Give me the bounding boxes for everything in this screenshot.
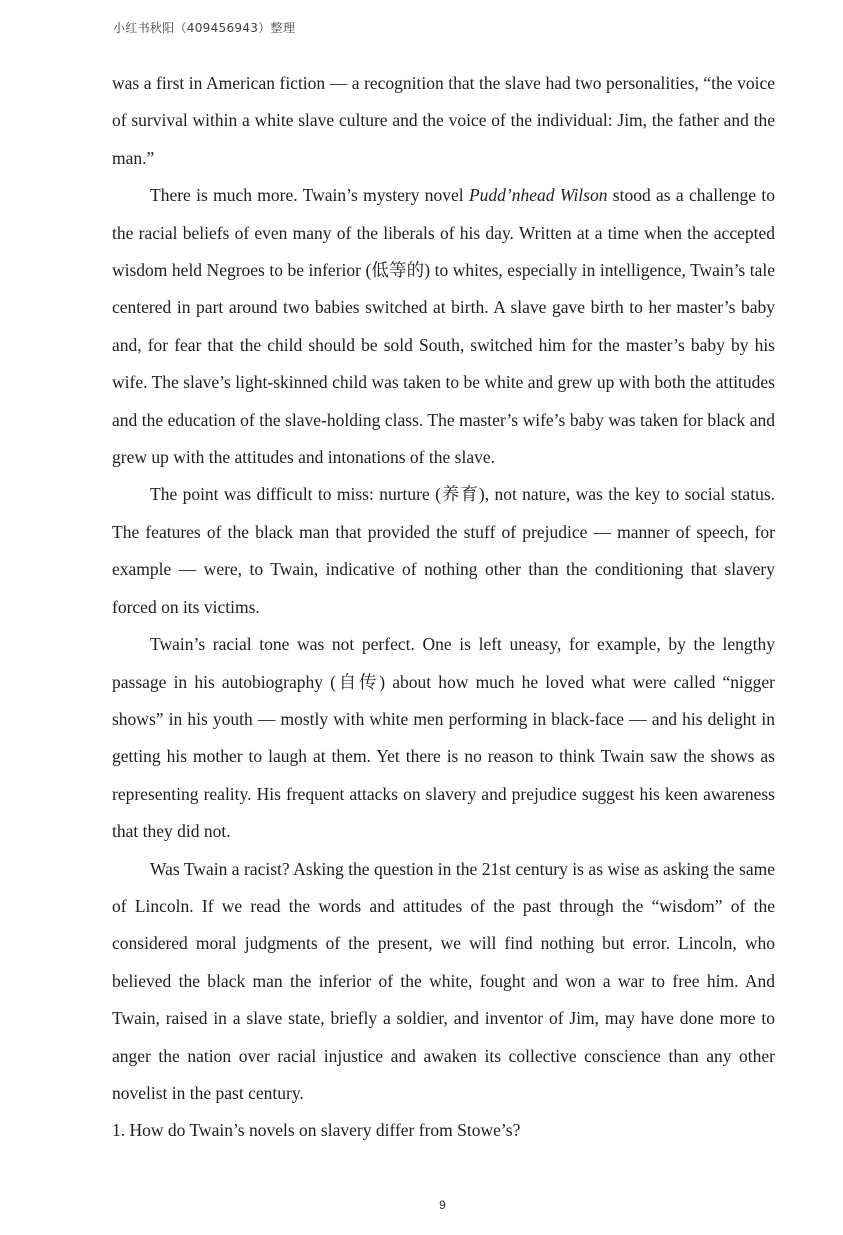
paragraph-text-after-title: stood as a challenge to the racial beliefs of even many of the liberals of his day. Written at a time when the accepted wisdom held Negroes to be inferior (低等的) to whites, especially in intelligence, Twain’s tale centered in part around two babies switched at birth. A slave gave birth to her master’s baby and, for fear that the child should be sold South, switched him for the master’s baby by his wife. The slave’s light-skinned child was taken to be white and grew up with both the attitudes and the education of the slave-holding class. The master’s wife’s baby was taken for black and grew up with the attitudes and intonations of the slave. bbox=[112, 185, 775, 468]
paragraph-puddnhead-wilson bbox=[112, 177, 775, 476]
page-header: 小红书秋阳（409456943）整理 bbox=[113, 21, 296, 35]
book-title: Pudd’nhead Wilson bbox=[468, 185, 608, 206]
article-body bbox=[112, 65, 775, 1150]
paragraph-was-twain-racist: Was Twain a racist? Asking the question in the 21st century is as wise as asking the same of Lincoln. If we read the words and attitudes of the past through the “wisdom” of the considered moral judgments of the present, we will find nothing but error. Lincoln, who believed the black man the inferior of the white, fought and won a war to free him. And Twain, raised in a slave state, briefly a soldier, and inventor of Jim, may have done more to anger the nation over racial injustice and awaken its collective conscience than any other novelist in the past century. bbox=[112, 858, 775, 1103]
paragraph-continuation: was a first in American fiction — a recognition that the slave had two personalities, “the voice of survival within a white slave culture and the voice of the individual: Jim, the father and the man.” bbox=[112, 73, 775, 168]
paragraph-nurture: The point was difficult to miss: nurture (养育), not nature, was the key to social status. The features of the black man that provided the stuff of prejudice — manner of speech, for example — were, to Twain, indicative of nothing other than the conditioning that slavery forced on its victims. bbox=[112, 484, 775, 617]
paragraph-text-before-title: There is much more. Twain’s mystery novel bbox=[150, 185, 469, 206]
paragraph-racial-tone: Twain’s racial tone was not perfect. One is left uneasy, for example, by the lengthy passage in his autobiography (自传) about how much he loved what were called “nigger shows” in his youth — mostly with white men performing in black-face — and his delight in getting his mother to laugh at them. Yet there is no reason to think Twain saw the shows as representing reality. His frequent attacks on slavery and prejudice suggest his keen awareness that they did not. bbox=[112, 634, 775, 842]
question-1: 1. How do Twain’s novels on slavery differ from Stowe’s? bbox=[112, 1120, 521, 1141]
page-number: 9 bbox=[439, 1198, 446, 1212]
